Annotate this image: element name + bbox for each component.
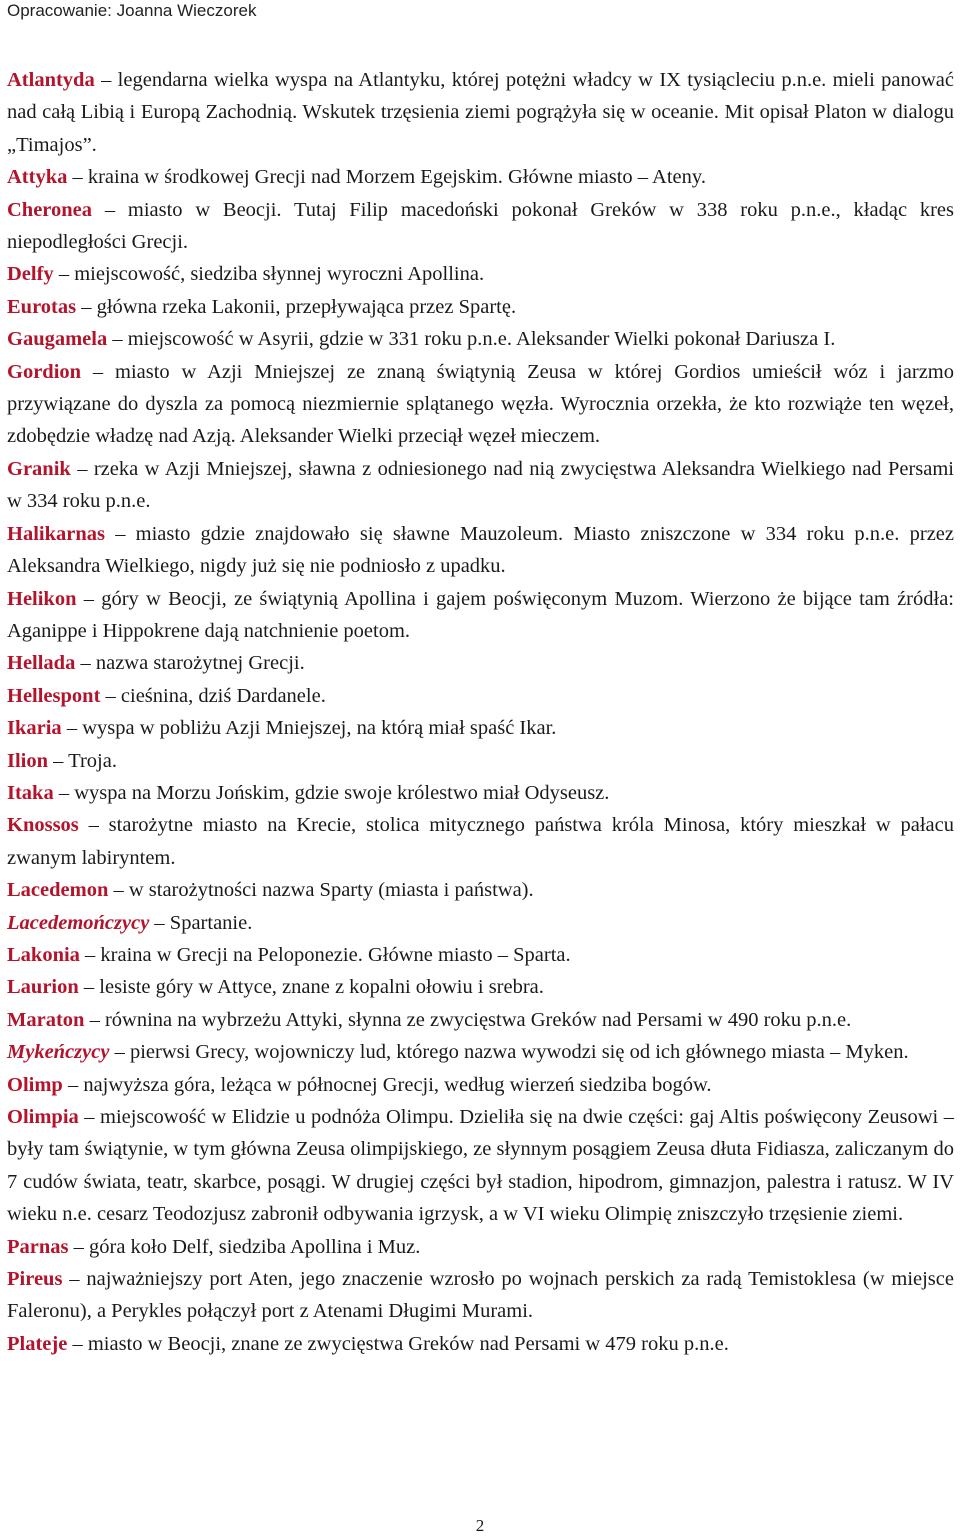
entry-term: Atlantyda [7, 69, 95, 91]
glossary-entry [7, 971, 954, 1003]
entry-term: Laurion [7, 976, 79, 999]
entry-term: Knossos [7, 814, 79, 837]
entry-term: Gordion [7, 360, 82, 383]
entry-term: Granik [7, 457, 71, 480]
glossary-entry [7, 680, 954, 712]
entry-definition: – miasto w Beocji. Tutaj Filip macedoński pokonał Greków w 338 roku p.n.e., kładąc kres niepodległości Grecji. [7, 198, 954, 254]
entry-term: Itaka [7, 781, 54, 804]
entry-definition: – miasto w Beocji, znane ze zwycięstwa Greków nad Persami w 479 roku p.n.e. [67, 1332, 729, 1355]
entry-definition: – miejscowość w Elidzie u podnóża Olimpu. Dzieliła się na dwie części: gaj Altis poświęcony Zeusowi – były tam świątynie, w tym główna Zeusa olimpijskiego, ze słynnym posągiem Zeusa dłuta Fidiasza, zaliczanym do 7 cudów świata, teatr, skarbce, posągi. W drugiej części był stadion, hipodrom, gimnazjon, palestra i ratusz. W IV wieku n.e. cesarz Teodozjusz zabronił odbywania igrzysk, a w VI wieku Olimpię zniszczyło trzęsienie ziemi. [7, 1106, 954, 1226]
entry-definition: – Troja. [48, 749, 117, 772]
glossary-entry [7, 1101, 954, 1231]
glossary-entry [7, 1036, 954, 1068]
entry-term: Halikarnas [7, 522, 105, 545]
entry-definition: – wyspa w pobliżu Azji Mniejszej, na którą miał spaść Ikar. [61, 717, 557, 740]
entry-term: Delfy [7, 263, 54, 286]
glossary-entry [7, 258, 954, 290]
entry-definition: – miasto gdzie znajdowało się sławne Mauzoleum. Miasto zniszczone w 334 roku p.n.e. przez Aleksandra Wielkiego, nigdy już się nie podniosło z upadku. [7, 522, 954, 578]
entry-term: Gaugamela [7, 328, 108, 351]
glossary-entry [7, 1231, 954, 1263]
entry-definition: – rzeka w Azji Mniejszej, sławna z odniesionego nad nią zwycięstwa Aleksandra Wielkiego nad Persami w 334 roku p.n.e. [7, 457, 954, 513]
entry-definition: – Spartanie. [149, 911, 253, 934]
glossary-entry [7, 161, 954, 193]
entry-definition: – pierwsi Grecy, wojowniczy lud, którego nazwa wywodzi się od ich głównego miasta – Myken. [109, 1041, 909, 1064]
glossary-entry [7, 1069, 954, 1101]
entry-definition: – miasto w Azji Mniejszej ze znaną świątynią Zeusa w której Gordios umieścił wóz i jarzmo przywiązane do dyszla za pomocą niezmiernie splątanego węzła. Wyrocznia orzekła, że kto rozwiąże ten węzeł, zdobędzie władzę nad Azją. Aleksander Wielki przeciął węzeł mieczem. [7, 360, 954, 448]
entry-definition: – legendarna wielka wyspa na Atlantyku, której potężni władcy w IX tysiącleciu p.n.e. mieli panować nad całą Libią i Europą Zachodnią. Wskutek trzęsienia ziemi pogrążyła się w oceanie. Mit opisał Platon w dialogu „Timajos”. [7, 69, 954, 156]
glossary-entry [7, 745, 954, 777]
glossary-entry [7, 907, 954, 939]
glossary-entry [7, 583, 954, 648]
glossary-entry [7, 64, 954, 161]
entry-term: Maraton [7, 1008, 85, 1031]
glossary-entry [7, 194, 954, 259]
author-header: Opracowanie: Joanna Wieczorek [7, 1, 257, 20]
entry-definition: – góry w Beocji, ze świątynią Apollina i gajem poświęconym Muzom. Wierzono że bijące tam źródła: Aganippe i Hippokrene dają natchnienie poetom. [7, 587, 954, 642]
entry-term: Eurotas [7, 295, 77, 318]
glossary-entry [7, 1263, 954, 1328]
entry-term: Lakonia [7, 943, 80, 966]
entry-term: Pireus [7, 1268, 63, 1291]
entry-term: Cheronea [7, 198, 93, 221]
glossary-entry [7, 712, 954, 744]
glossary-entry [7, 356, 954, 453]
entry-definition: – miejscowość, siedziba słynnej wyroczni Apollina. [53, 263, 485, 286]
glossary-entry [7, 647, 954, 679]
glossary-entry [7, 518, 954, 583]
entry-term: Ilion [7, 749, 49, 772]
entry-definition: – główna rzeka Lakonii, przepływająca przez Spartę. [76, 295, 517, 318]
glossary-entry [7, 1328, 954, 1360]
glossary-entry [7, 291, 954, 323]
entry-definition: – lesiste góry w Attyce, znane z kopalni ołowiu i srebra. [78, 976, 544, 999]
glossary-entry [7, 453, 954, 518]
entry-term: Parnas [7, 1235, 69, 1258]
entry-definition: – w starożytności nazwa Sparty (miasta i państwa). [108, 879, 534, 902]
entry-definition: – starożytne miasto na Krecie, stolica mitycznego państwa króla Minosa, który mieszkał w pałacu zwanym labiryntem. [7, 814, 954, 869]
entry-term: Olimp [7, 1073, 63, 1096]
glossary-entries [7, 64, 954, 1360]
entry-term: Lacedemon [7, 879, 109, 902]
entry-definition: – najwyższa góra, leżąca w północnej Grecji, według wierzeń siedziba bogów. [62, 1073, 712, 1096]
glossary-entry [7, 777, 954, 809]
entry-definition: – miejscowość w Asyrii, gdzie w 331 roku p.n.e. Aleksander Wielki pokonał Dariusza I. [107, 328, 836, 351]
entry-definition: – cieśnina, dziś Dardanele. [100, 684, 326, 707]
entry-term: Hellespont [7, 684, 101, 707]
entry-term: Attyka [7, 166, 68, 189]
entry-term: Plateje [7, 1332, 68, 1355]
entry-definition: – wyspa na Morzu Jońskim, gdzie swoje królestwo miał Odyseusz. [53, 781, 610, 804]
glossary-entry [7, 323, 954, 355]
entry-term: Mykeńczycy [7, 1041, 110, 1064]
entry-definition: – nazwa starożytnej Grecji. [75, 652, 305, 675]
entry-definition: – kraina w środkowej Grecji nad Morzem Egejskim. Główne miasto – Ateny. [67, 166, 706, 189]
entry-term: Olimpia [7, 1106, 79, 1128]
entry-definition: – kraina w Grecji na Peloponezie. Główne miasto – Sparta. [79, 943, 571, 966]
entry-term: Helikon [7, 587, 77, 610]
glossary-entry [7, 939, 954, 971]
entry-definition: – równina na wybrzeżu Attyki, słynna ze zwycięstwa Greków nad Persami w 490 roku p.n.e. [84, 1008, 852, 1031]
glossary-entry [7, 874, 954, 906]
page-number: 2 [475, 1516, 485, 1535]
entry-definition: – najważniejszy port Aten, jego znaczenie wzrosło po wojnach perskich za radą Temistoklesa (w miejsce Faleronu), a Perykles połączył port z Atenami Długimi Murami. [7, 1268, 954, 1323]
entry-definition: – góra koło Delf, siedziba Apollina i Muz. [68, 1235, 421, 1258]
glossary-entry [7, 1004, 954, 1036]
glossary-entry [7, 809, 954, 874]
entry-term: Ikaria [7, 717, 62, 740]
entry-term: Hellada [7, 652, 76, 675]
entry-term: Lacedemończycy [7, 911, 150, 934]
